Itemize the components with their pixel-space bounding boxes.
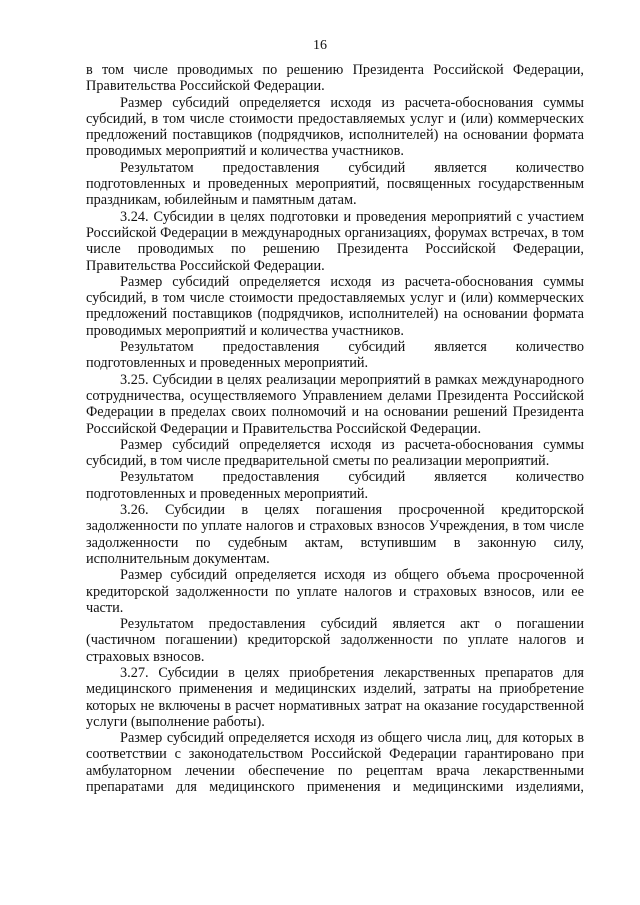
paragraph-section-3-25: 3.25. Субсидии в целях реализации мероприятий в рамках международного сотрудничества, осуществляемого Управлением делами Президента Российской Федерации в пределах своих полномочий и на основании решений Президента Российской Федерации и Правительства Российской Федерации. bbox=[86, 371, 584, 437]
paragraph-subsidy-result-3: Результатом предоставления субсидий является количество подготовленных и проведенных мероприятий. bbox=[86, 469, 584, 502]
paragraph-subsidy-size-5: Размер субсидий определяется исходя из общего числа лиц, для которых в соответствии с законодательством Российской Федерации гарантировано при амбулаторном лечении обеспечение по рецептам врача лекарственными препаратами для медицинского применения и медицинскими изделиями, bbox=[86, 730, 584, 796]
paragraph-subsidy-result-2: Результатом предоставления субсидий является количество подготовленных и проведенных мероприятий. bbox=[86, 339, 584, 372]
paragraph-section-3-26: 3.26. Субсидии в целях погашения просроченной кредиторской задолженности по уплате налогов и страховых взносов Учреждения, в том числе задолженности по судебным актам, вступившим в законную силу, исполнительным документам. bbox=[86, 502, 584, 567]
paragraph-subsidy-result-4: Результатом предоставления субсидий является акт о погашении (частичном погашении) кредиторской задолженности по уплате налогов и страховых взносов. bbox=[86, 616, 584, 665]
paragraph-subsidy-result-1: Результатом предоставления субсидий является количество подготовленных и проведенных мероприятий, посвященных государственным праздникам, юбилейным и памятным датам. bbox=[86, 159, 584, 209]
page-number: 16 bbox=[313, 38, 327, 53]
paragraph-subsidy-size-1: Размер субсидий определяется исходя из расчета-обоснования суммы субсидий, в том числе стоимости предоставляемых услуг и (или) коммерческих предложений поставщиков (подрядчиков, исполнителей) на основании формата проводимых мероприятий и количества участников. bbox=[86, 94, 584, 160]
paragraph-subsidy-size-3: Размер субсидий определяется исходя из расчета-обоснования суммы субсидий, в том числе предварительной сметы по реализации мероприятий. bbox=[86, 436, 584, 470]
document-body bbox=[86, 62, 584, 795]
paragraph-subsidy-size-2: Размер субсидий определяется исходя из расчета-обоснования суммы субсидий, в том числе стоимости предоставляемых услуг и (или) коммерческих предложений поставщиков (подрядчиков, исполнителей) на основании формата проводимых мероприятий и количества участников. bbox=[86, 273, 584, 339]
paragraph-section-3-27: 3.27. Субсидии в целях приобретения лекарственных препаратов для медицинского применения и медицинских изделий, затраты на приобретение которых не включены в расчет нормативных затрат на оказание государственной услуги (выполнение работы). bbox=[86, 664, 584, 730]
paragraph-subsidy-size-4: Размер субсидий определяется исходя из общего объема просроченной кредиторской задолженности по уплате налогов и страховых взносов, или ее части. bbox=[86, 567, 584, 616]
paragraph-section-3-24: 3.24. Субсидии в целях подготовки и проведения мероприятий с участием Российской Федерации в международных организациях, форумах встречах, в том числе проводимых по решению Президента Российской Федерации, Правительства Российской Федерации. bbox=[86, 208, 584, 274]
paragraph-continuation: в том числе проводимых по решению Президента Российской Федерации, Правительства Российской Федерации. bbox=[86, 62, 584, 95]
